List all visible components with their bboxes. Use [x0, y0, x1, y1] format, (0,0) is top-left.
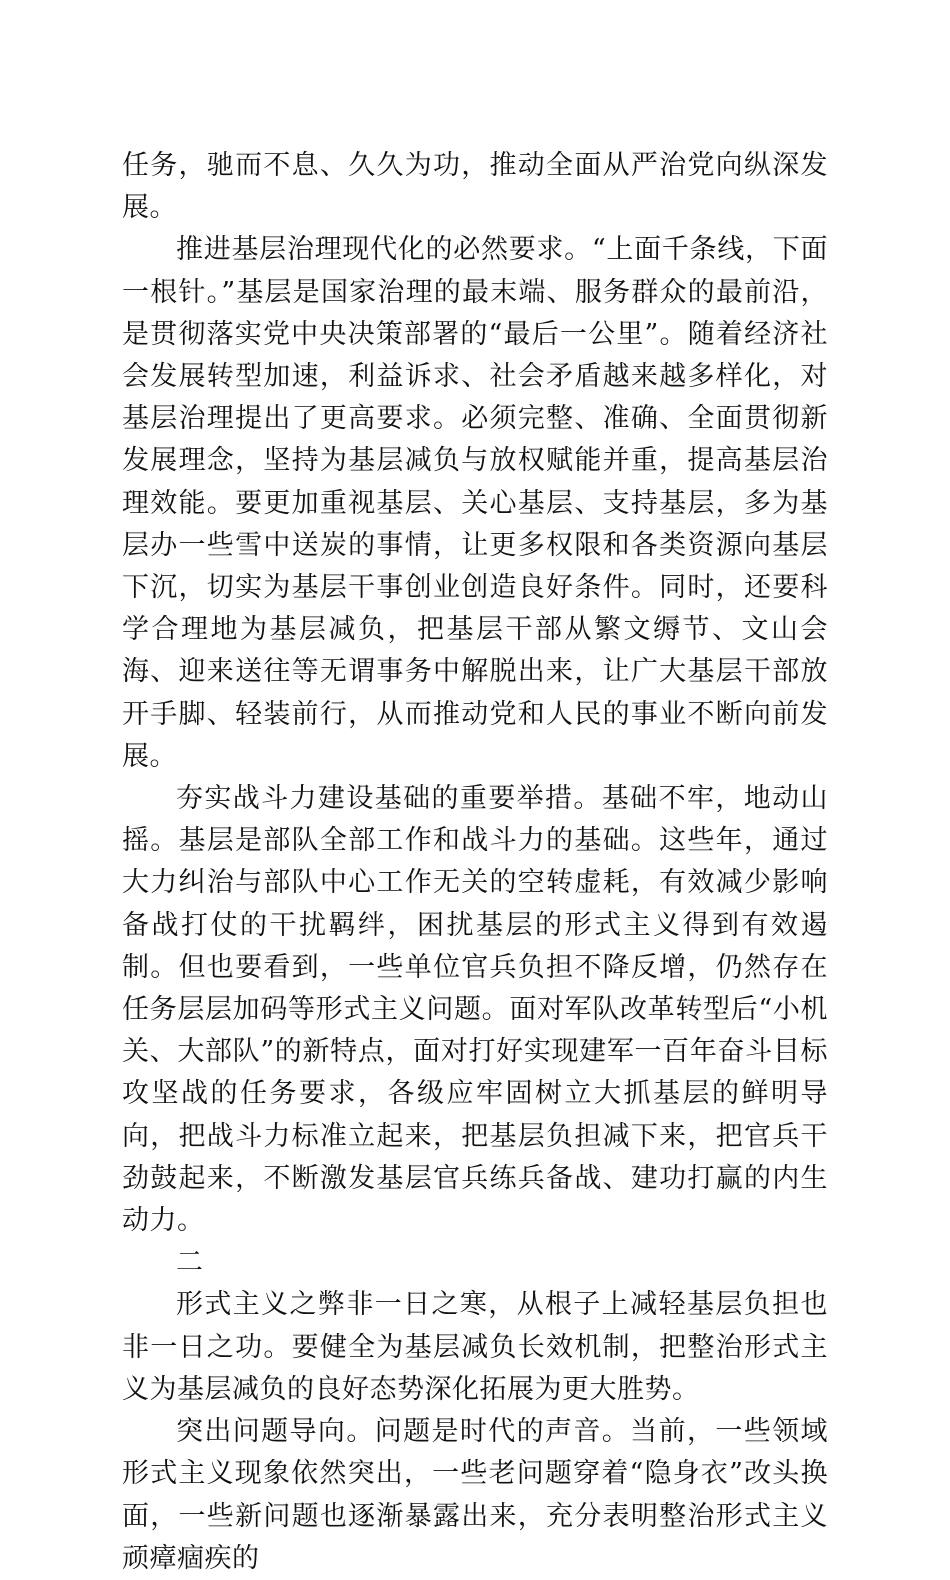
document-body: [122, 145, 828, 1580]
paragraph-grassroots-governance: 推进基层治理现代化的必然要求。“上面千条线，下面一根针。”基层是国家治理的最末端、服务群众的最前沿，是贯彻落实党中央决策部署的“最后一公里”。随着经济社会发展转型加速，利益诉求、社会矛盾越来越多样化，对基层治理提出了更高要求。必须完整、准确、全面贯彻新发展理念，坚持为基层减负与放权赋能并重，提高基层治理效能。要更加重视基层、关心基层、支持基层，多为基层办一些雪中送炭的事情，让更多权限和各类资源向基层下沉，切实为基层干事创业创造良好条件。同时，还要科学合理地为基层减负，把基层干部从繁文缛节、文山会海、迎来送往等无谓事务中解脱出来，让广大基层干部放开手脚、轻装前行，从而推动党和人民的事业不断向前发展。: [122, 234, 828, 772]
paragraph-formalism-intro: 形式主义之弊非一日之寒，从根子上减轻基层负担也非一日之功。要健全为基层减负长效机制，把整治形式主义为基层减负的良好态势深化拓展为更大胜势。: [122, 1289, 828, 1405]
paragraph-problem-oriented: 突出问题导向。问题是时代的声音。当前，一些领域形式主义现象依然突出，一些老问题穿着“隐身衣”改头换面，一些新问题也逐渐暴露出来，充分表明整治形式主义顽瘴痼疾的: [122, 1416, 828, 1574]
paragraph-continuation: 任务，驰而不息、久久为功，推动全面从严治党向纵深发展。: [122, 150, 828, 224]
paragraph-combat-foundation: 夯实战斗力建设基础的重要举措。基础不牢，地动山摇。基层是部队全部工作和战斗力的基础。这些年，通过大力纠治与部队中心工作无关的空转虚耗，有效减少影响备战打仗的干扰羁绊，困扰基层的形式主义得到有效遏制。但也要看到，一些单位官兵负担不降反增，仍然存在任务层层加码等形式主义问题。面对军队改革转型后“小机关、大部队”的新特点，面对打好实现建军一百年奋斗目标攻坚战的任务要求，各级应牢固树立大抓基层的鲜明导向，把战斗力标准立起来，把基层负担减下来，把官兵干劲鼓起来，不断激发基层官兵练兵备战、建功打赢的内生动力。: [122, 783, 828, 1237]
section-heading-two: 二: [176, 1247, 204, 1279]
